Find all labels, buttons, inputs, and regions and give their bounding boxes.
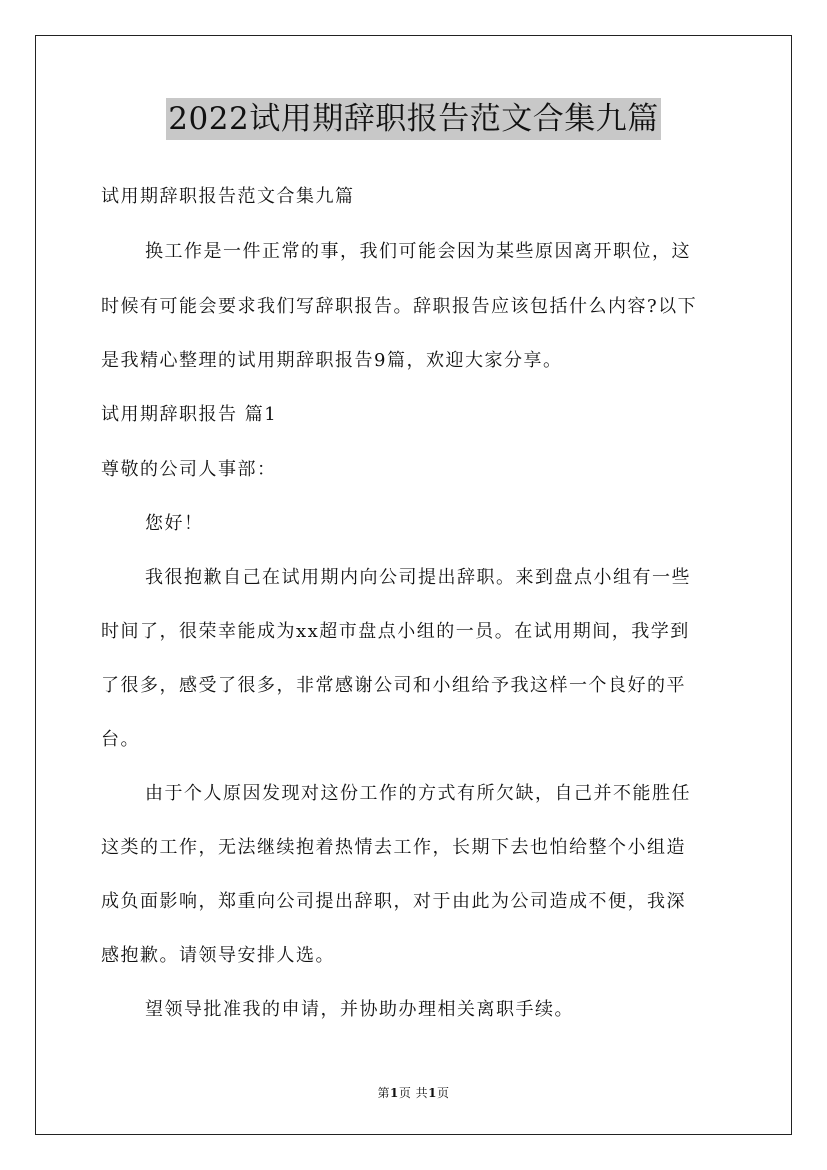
paragraph2-line-1: 由于个人原因发现对这份工作的方式有所欠缺，自己并不能胜任: [145, 783, 691, 804]
footer-mid: 页 共: [398, 1086, 429, 1100]
page-footer: [0, 1084, 827, 1101]
salutation: 尊敬的公司人事部：: [101, 459, 277, 480]
intro-line-3: 是我精心整理的试用期辞职报告9篇，欢迎大家分享。: [101, 350, 563, 371]
paragraph2-line-2: 这类的工作，无法继续抱着热情去工作，长期下去也怕给整个小组造: [101, 837, 686, 858]
footer-page-total: 1: [428, 1086, 438, 1100]
document-subtitle: 试用期辞职报告范文合集九篇: [101, 186, 355, 207]
title-container: [0, 98, 827, 140]
paragraph1-line-2: 时间了，很荣幸能成为xx超市盘点小组的一员。在试用期间，我学到: [101, 621, 690, 642]
paragraph3: 望领导批准我的申请，并协助办理相关离职手续。: [145, 999, 574, 1020]
footer-suffix: 页: [437, 1086, 450, 1100]
section-heading: 试用期辞职报告 篇1: [101, 404, 278, 425]
intro-line-2: 时候有可能会要求我们写辞职报告。辞职报告应该包括什么内容?以下: [101, 296, 698, 317]
intro-line-1: 换工作是一件正常的事，我们可能会因为某些原因离开职位，这: [145, 241, 691, 262]
paragraph1-line-4: 台。: [101, 729, 140, 750]
paragraph1-line-3: 了很多，感受了很多，非常感谢公司和小组给予我这样一个良好的平: [101, 675, 686, 696]
document-title: 2022试用期辞职报告范文合集九篇: [166, 98, 660, 140]
footer-page-number: 1: [389, 1086, 399, 1100]
paragraph2-line-4: 感抱歉。请领导安排人选。: [101, 945, 335, 966]
footer-prefix: 第: [377, 1086, 390, 1100]
paragraph2-line-3: 成负面影响，郑重向公司提出辞职，对于由此为公司造成不便，我深: [101, 891, 686, 912]
paragraph1-line-1: 我很抱歉自己在试用期内向公司提出辞职。来到盘点小组有一些: [145, 567, 691, 588]
greeting: 您好！: [145, 513, 204, 534]
